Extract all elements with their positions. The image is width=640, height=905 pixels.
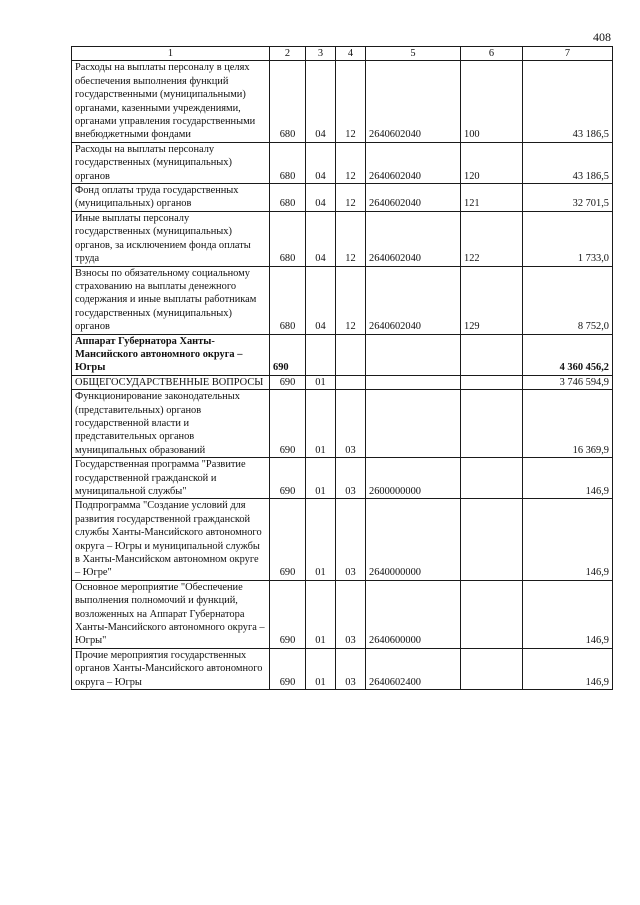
column-header-7: 7	[523, 47, 613, 61]
target-article-cell: 2600000000	[366, 458, 461, 499]
expense-type-cell	[461, 334, 523, 375]
row-name-cell: Прочие мероприятия государственных органов Ханты-Мансийского автономного округа – Югры	[72, 648, 270, 689]
row-name-cell: Государственная программа "Развитие государственной гражданской и муниципальной службы"	[72, 458, 270, 499]
subsection-code-cell: 04	[306, 266, 336, 334]
subsection-code-cell: 04	[306, 184, 336, 212]
row-name-cell: Расходы на выплаты персоналу государственных (муниципальных) органов	[72, 142, 270, 183]
expense-type-cell	[461, 580, 523, 648]
subsection2-code-cell: 03	[336, 648, 366, 689]
row-name-cell: Аппарат Губернатора Ханты-Мансийского автономного округа – Югры	[72, 334, 270, 375]
subsection2-code-cell: 12	[336, 61, 366, 142]
section-code-cell: 680	[270, 61, 306, 142]
amount-cell: 43 186,5	[523, 142, 613, 183]
row-name-cell: Фонд оплаты труда государственных (муниципальных) органов	[72, 184, 270, 212]
row-name-cell: Взносы по обязательному социальному страхованию на выплаты денежного содержания и иные выплаты работникам государственных (муниципальных) органов	[72, 266, 270, 334]
subsection2-code-cell: 03	[336, 580, 366, 648]
expense-type-cell	[461, 458, 523, 499]
target-article-cell	[366, 334, 461, 375]
row-name-cell: ОБЩЕГОСУДАРСТВЕННЫЕ ВОПРОСЫ	[72, 375, 270, 389]
subsection2-code-cell: 12	[336, 184, 366, 212]
amount-cell: 1 733,0	[523, 211, 613, 266]
subsection-code-cell	[306, 334, 336, 375]
page-number: 408	[593, 30, 611, 44]
target-article-cell: 2640602040	[366, 266, 461, 334]
header-row	[72, 47, 613, 61]
amount-cell: 146,9	[523, 580, 613, 648]
section-code-cell: 680	[270, 211, 306, 266]
column-header-1: 1	[72, 47, 270, 61]
column-header-2: 2	[270, 47, 306, 61]
expense-type-cell	[461, 499, 523, 580]
table-row	[72, 142, 613, 183]
subsection2-code-cell: 03	[336, 458, 366, 499]
target-article-cell: 2640600000	[366, 580, 461, 648]
column-header-5: 5	[366, 47, 461, 61]
row-name-cell: Иные выплаты персоналу государственных (муниципальных) органов, за исключением фонда оплаты труда	[72, 211, 270, 266]
subsection2-code-cell: 03	[336, 499, 366, 580]
table-row	[72, 499, 613, 580]
table-row	[72, 648, 613, 689]
subsection-code-cell: 04	[306, 61, 336, 142]
target-article-cell: 2640602040	[366, 211, 461, 266]
budget-table	[71, 46, 613, 690]
expense-type-cell: 120	[461, 142, 523, 183]
target-article-cell: 2640000000	[366, 499, 461, 580]
target-article-cell: 2640602040	[366, 184, 461, 212]
amount-cell: 8 752,0	[523, 266, 613, 334]
row-name-cell: Расходы на выплаты персоналу в целях обеспечения выполнения функций государственными (муниципальными) органами, казенными учреждениями, органами управления государственными внебюджетными фондами	[72, 61, 270, 142]
target-article-cell: 2640602040	[366, 142, 461, 183]
amount-cell: 43 186,5	[523, 61, 613, 142]
subsection2-code-cell: 12	[336, 211, 366, 266]
amount-cell: 16 369,9	[523, 390, 613, 458]
expense-type-cell	[461, 390, 523, 458]
row-name-cell: Основное мероприятие "Обеспечение выполнения полномочий и функций, возложенных на Аппарат Губернатора Ханты-Мансийского автономного округа – Югры"	[72, 580, 270, 648]
section-code-cell: 690	[270, 390, 306, 458]
row-name-cell: Подпрограмма "Создание условий для развития государственной гражданской службы Ханты-Мансийского автономного округа – Югры и муниципальной службы в Ханты-Мансийском автономном округе – Югре"	[72, 499, 270, 580]
subsection2-code-cell	[336, 375, 366, 389]
subsection-code-cell: 01	[306, 648, 336, 689]
amount-cell: 3 746 594,9	[523, 375, 613, 389]
column-header-6: 6	[461, 47, 523, 61]
expense-type-cell: 122	[461, 211, 523, 266]
section-code-cell: 690	[270, 334, 306, 375]
table-row	[72, 61, 613, 142]
expense-type-cell: 129	[461, 266, 523, 334]
table-row	[72, 458, 613, 499]
target-article-cell: 2640602400	[366, 648, 461, 689]
target-article-cell	[366, 390, 461, 458]
table-row	[72, 266, 613, 334]
section-code-cell: 680	[270, 266, 306, 334]
table-row	[72, 580, 613, 648]
subsection-code-cell: 01	[306, 458, 336, 499]
amount-cell: 146,9	[523, 499, 613, 580]
amount-cell: 146,9	[523, 458, 613, 499]
expense-type-cell: 100	[461, 61, 523, 142]
expense-type-cell	[461, 648, 523, 689]
subsection-code-cell: 04	[306, 211, 336, 266]
section-code-cell: 690	[270, 580, 306, 648]
subsection2-code-cell: 12	[336, 266, 366, 334]
row-name-cell: Функционирование законодательных (представительных) органов государственной власти и представительных органов муниципальных образований	[72, 390, 270, 458]
amount-cell: 146,9	[523, 648, 613, 689]
amount-cell: 4 360 456,2	[523, 334, 613, 375]
table-row	[72, 375, 613, 389]
section-code-cell: 690	[270, 375, 306, 389]
subsection-code-cell: 01	[306, 580, 336, 648]
table-row	[72, 334, 613, 375]
subsection2-code-cell	[336, 334, 366, 375]
section-code-cell: 690	[270, 648, 306, 689]
subsection-code-cell: 01	[306, 499, 336, 580]
amount-cell: 32 701,5	[523, 184, 613, 212]
section-code-cell: 690	[270, 458, 306, 499]
subsection-code-cell: 04	[306, 142, 336, 183]
table-row	[72, 184, 613, 212]
subsection-code-cell: 01	[306, 390, 336, 458]
expense-type-cell: 121	[461, 184, 523, 212]
subsection2-code-cell: 12	[336, 142, 366, 183]
target-article-cell: 2640602040	[366, 61, 461, 142]
table-row	[72, 211, 613, 266]
column-header-4: 4	[336, 47, 366, 61]
column-header-3: 3	[306, 47, 336, 61]
section-code-cell: 680	[270, 142, 306, 183]
subsection2-code-cell: 03	[336, 390, 366, 458]
target-article-cell	[366, 375, 461, 389]
section-code-cell: 690	[270, 499, 306, 580]
section-code-cell: 680	[270, 184, 306, 212]
subsection-code-cell: 01	[306, 375, 336, 389]
expense-type-cell	[461, 375, 523, 389]
table-row	[72, 390, 613, 458]
